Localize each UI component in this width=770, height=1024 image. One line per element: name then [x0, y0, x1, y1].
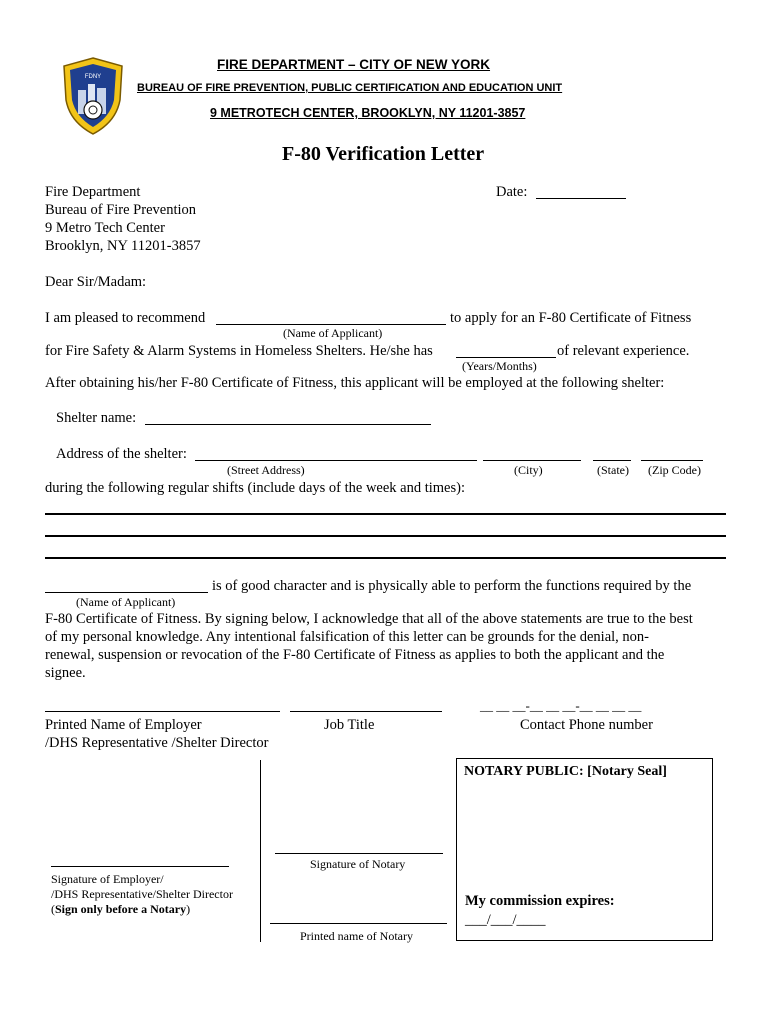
notary-printed-name-field[interactable] [270, 923, 447, 924]
acknowledgement-line-4: signee. [45, 665, 86, 681]
notary-box[interactable] [456, 758, 713, 941]
header-line-2: BUREAU OF FIRE PREVENTION, PUBLIC CERTIFICATION AND EDUCATION UNIT [137, 82, 563, 94]
job-title-label: Job Title [324, 717, 375, 733]
state-field[interactable] [593, 460, 631, 461]
employer-signature-label-2: /DHS Representative/Shelter Director [51, 887, 233, 901]
fdny-logo [60, 56, 126, 136]
zip-code-caption: (Zip Code) [648, 463, 701, 477]
commission-date-field[interactable]: ___/___/____ [465, 912, 546, 928]
street-address-caption: (Street Address) [227, 463, 305, 477]
employer-signature-label-1: Signature of Employer/ [51, 872, 164, 886]
notary-signature-label: Signature of Notary [310, 857, 406, 871]
state-caption: (State) [597, 463, 629, 477]
commission-label: My commission expires: [465, 893, 615, 909]
job-title-field[interactable] [290, 711, 442, 712]
header-line-1: FIRE DEPARTMENT – CITY OF NEW YORK [217, 57, 491, 72]
printed-name-field[interactable] [45, 711, 280, 712]
shelter-name-field[interactable] [145, 424, 431, 425]
applicant-name-caption: (Name of Applicant) [283, 326, 383, 340]
address-line-2: Bureau of Fire Prevention [45, 202, 197, 218]
shelter-name-label: Shelter name: [56, 410, 137, 426]
shifts-line-2[interactable] [45, 535, 726, 537]
applicant-name-field[interactable] [216, 324, 446, 325]
notary-printed-name-label: Printed name of Notary [300, 929, 413, 943]
employment-statement: After obtaining his/her F-80 Certificate of Fitness, this applicant will be employed at the following shelter: [45, 375, 665, 391]
employer-signature-field[interactable] [51, 866, 229, 867]
printed-name-label: Printed Name of Employer [45, 717, 202, 733]
experience-suffix: of relevant experience. [557, 343, 690, 359]
character-statement: is of good character and is physically able to perform the functions required by the [212, 578, 692, 594]
applicant-name-caption-2: (Name of Applicant) [76, 595, 176, 609]
shifts-line-3[interactable] [45, 557, 726, 559]
svg-text:FDNY: FDNY [84, 74, 102, 80]
header-line-3: 9 METROTECH CENTER, BROOKLYN, NY 11201-3857 [210, 106, 526, 120]
address-line-3: 9 Metro Tech Center [45, 220, 165, 236]
street-address-field[interactable] [195, 460, 477, 461]
phone-label: Contact Phone number [520, 717, 653, 733]
zip-code-field[interactable] [641, 460, 703, 461]
date-field[interactable] [536, 198, 626, 199]
recommend-suffix: to apply for an F-80 Certificate of Fitness [450, 310, 692, 326]
address-line-4: Brooklyn, NY 11201-3857 [45, 238, 201, 254]
recommend-prefix: I am pleased to recommend [45, 310, 206, 326]
phone-field[interactable]: __ __ __-__ __ __-__ __ __ __ [480, 698, 642, 713]
experience-prefix: for Fire Safety & Alarm Systems in Homeless Shelters. He/she has [45, 343, 433, 359]
date-label: Date: [496, 184, 528, 200]
notary-title: NOTARY PUBLIC: [Notary Seal] [464, 764, 667, 779]
acknowledgement-line-3: renewal, suspension or revocation of the F-80 Certificate of Fitness as applies to both the applicant and the [45, 647, 665, 663]
address-line-1: Fire Department [45, 184, 141, 200]
notary-signature-field[interactable] [275, 853, 443, 854]
salutation: Dear Sir/Madam: [45, 274, 147, 290]
city-field[interactable] [483, 460, 581, 461]
shifts-line-1[interactable] [45, 513, 726, 515]
city-caption: (City) [514, 463, 543, 477]
applicant-name-field-2[interactable] [45, 592, 208, 593]
shelter-address-label: Address of the shelter: [56, 446, 187, 462]
acknowledgement-line-1: F-80 Certificate of Fitness. By signing below, I acknowledge that all of the above statements are true to the best [45, 611, 693, 627]
acknowledgement-line-2: of my personal knowledge. Any intentional falsification of this letter can be grounds for the denial, non- [45, 629, 650, 645]
sign-before-notary-note: (Sign only before a Notary) [51, 902, 191, 916]
experience-field[interactable] [456, 357, 556, 358]
shifts-label: during the following regular shifts (include days of the week and times): [45, 480, 465, 496]
page-title: F-80 Verification Letter [282, 143, 485, 165]
printed-name-label-2: /DHS Representative /Shelter Director [45, 735, 269, 751]
years-months-caption: (Years/Months) [462, 359, 537, 373]
signature-divider [260, 760, 261, 942]
